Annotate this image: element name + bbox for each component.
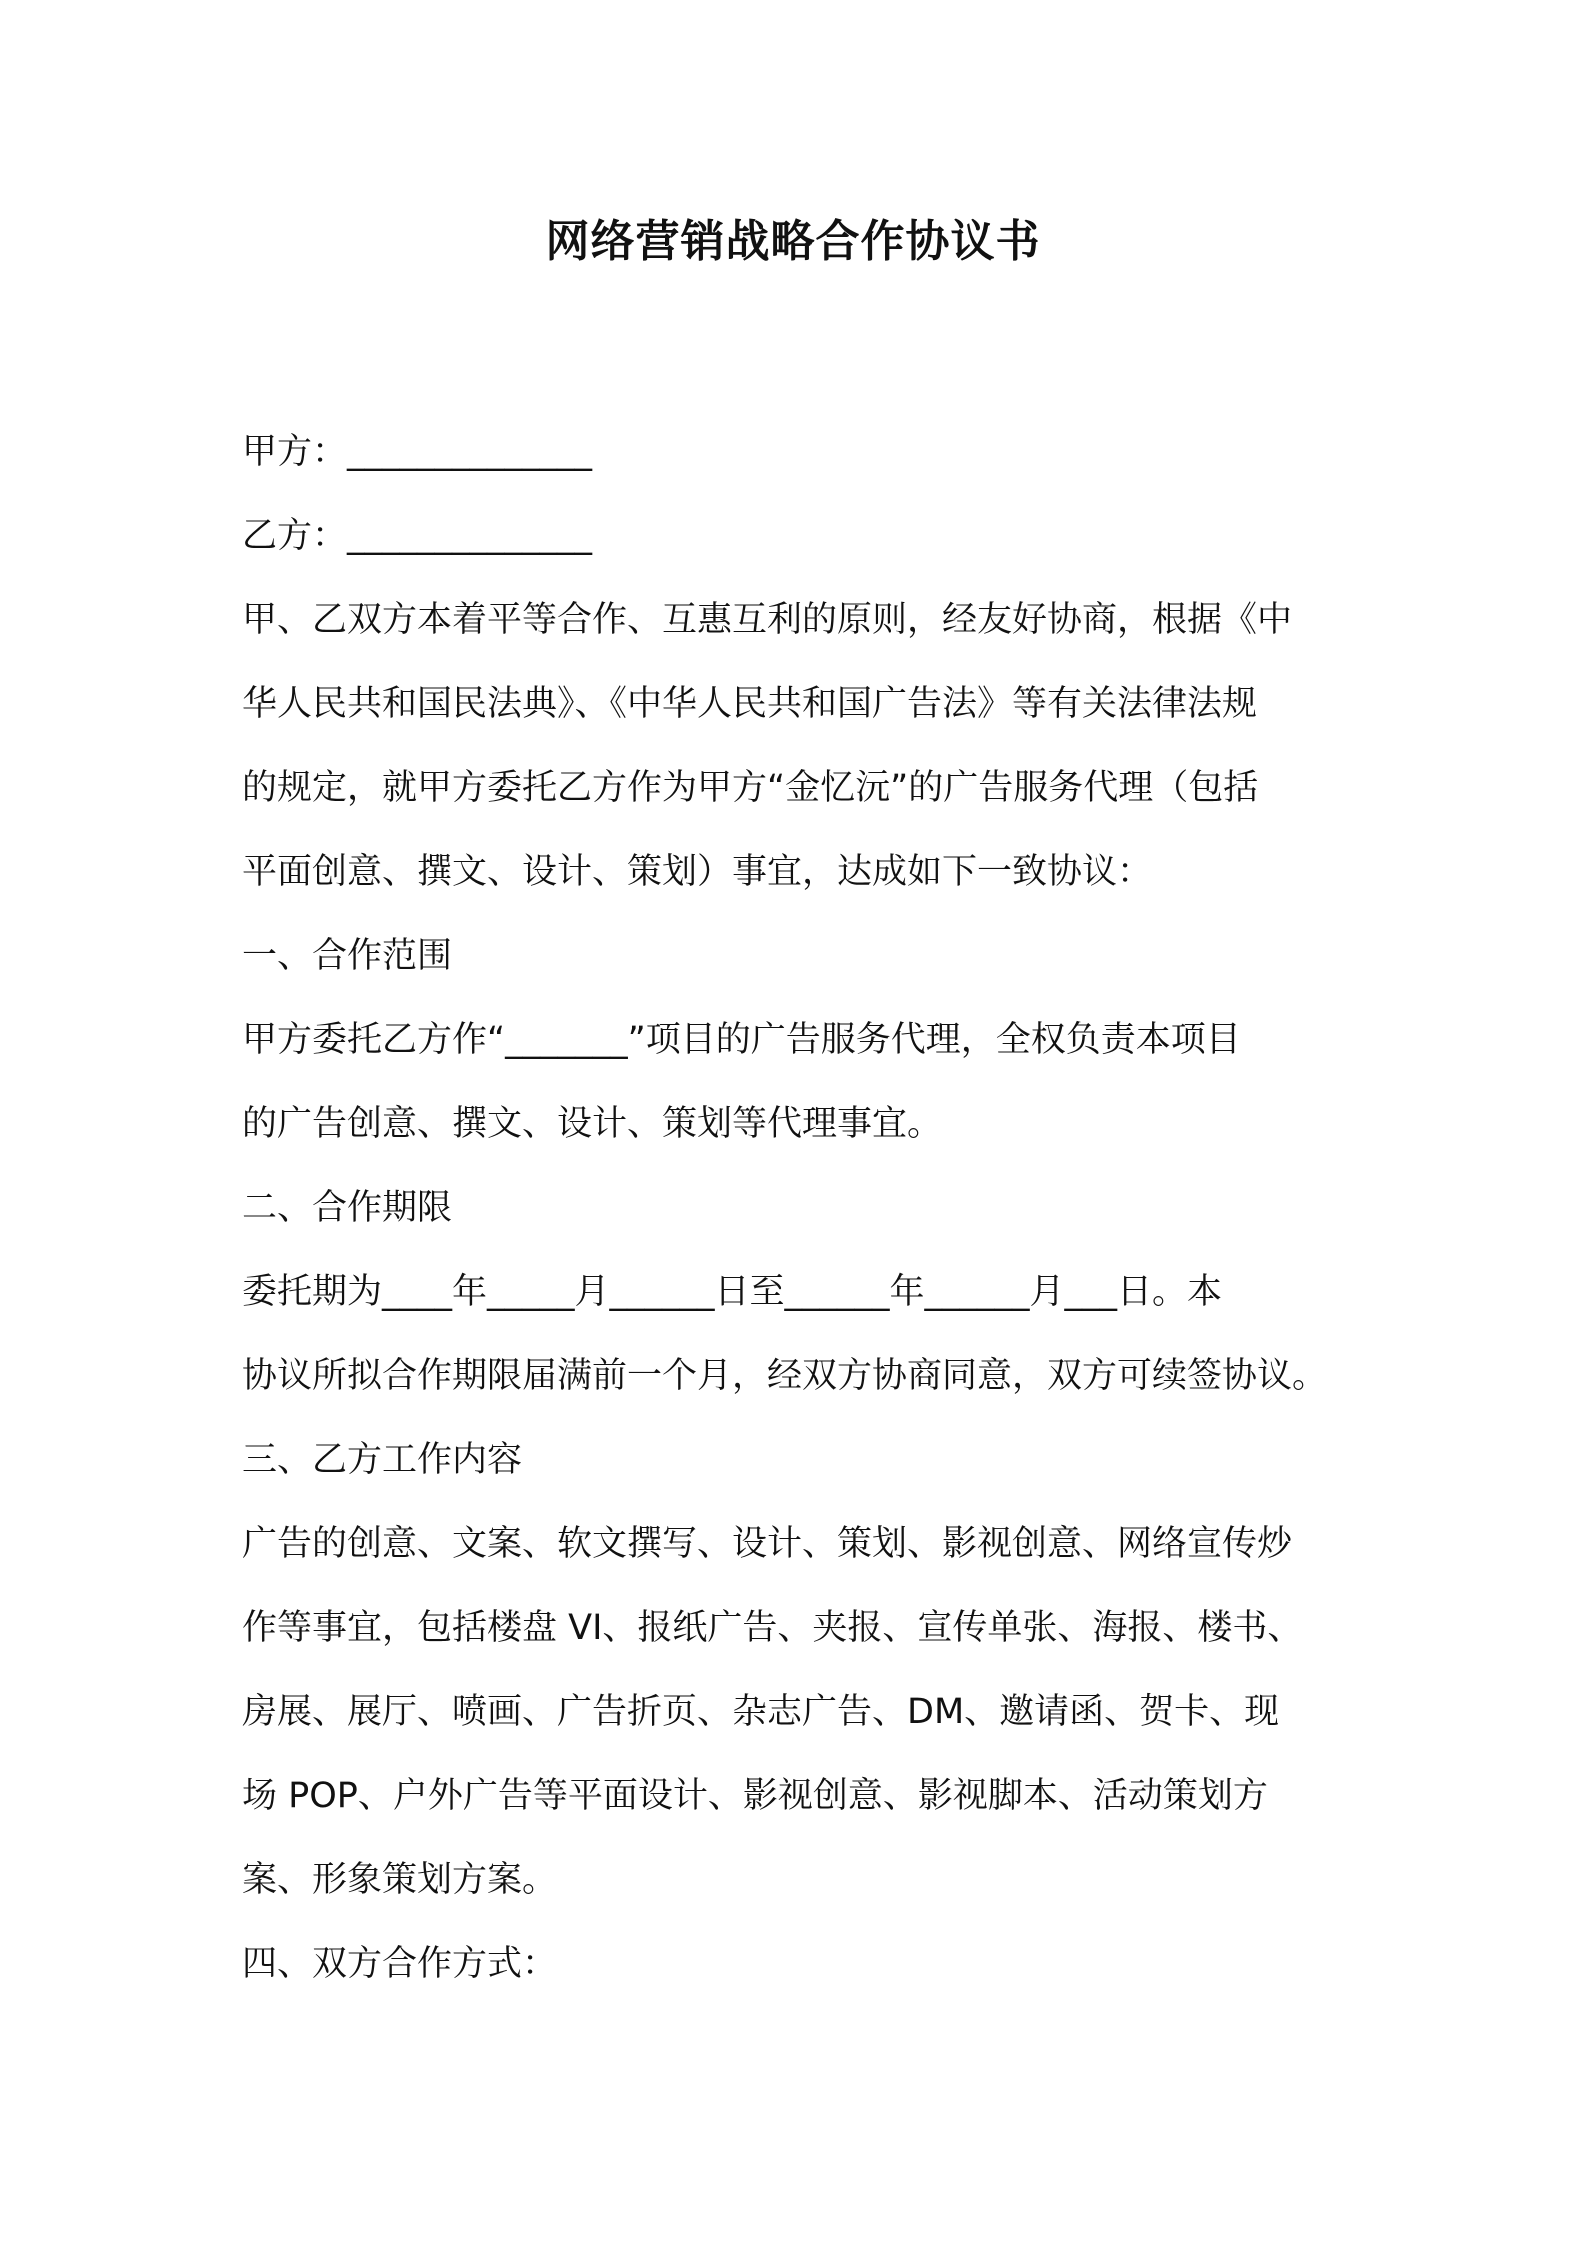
preamble-line-3: 的规定，就甲方委托乙方作为甲方“金忆沅”的广告服务代理（包括: [242, 768, 1259, 808]
party-b-line: 乙方：______________: [242, 516, 593, 556]
section-heading-cooperation: 四、双方合作方式：: [242, 1944, 558, 1984]
work-line-4: 场 POP、户外广告等平面设计、影视创意、影视脚本、活动策划方: [242, 1776, 1268, 1816]
scope-line-1: 甲方委托乙方作“_______”项目的广告服务代理，全权负责本项目: [242, 1020, 1241, 1060]
work-line-1: 广告的创意、文案、软文撰写、设计、策划、影视创意、网络宣传炒: [242, 1524, 1293, 1564]
work-line-5: 案、形象策划方案。: [242, 1860, 558, 1900]
term-line-1: 委托期为____年_____月______日至______年______月___日。本: [242, 1272, 1223, 1312]
section-heading-scope: 一、合作范围: [242, 936, 453, 976]
work-line-2: 作等事宜，包括楼盘 VI、报纸广告、夹报、宣传单张、海报、楼书、: [242, 1608, 1303, 1648]
preamble-line-4: 平面创意、撰文、设计、策划）事宜，达成如下一致协议：: [242, 852, 1153, 892]
preamble-line-2: 华人民共和国民法典》、《中华人民共和国广告法》等有关法律法规: [242, 684, 1258, 724]
preamble-line-1: 甲、乙双方本着平等合作、互惠互利的原则，经友好协商，根据《中: [242, 600, 1293, 640]
work-line-3: 房展、展厅、喷画、广告折页、杂志广告、DM、邀请函、贺卡、现: [242, 1692, 1280, 1732]
section-heading-term: 二、合作期限: [242, 1188, 453, 1228]
term-line-2: 协议所拟合作期限届满前一个月，经双方协商同意，双方可续签协议。: [242, 1356, 1328, 1396]
section-heading-work: 三、乙方工作内容: [242, 1440, 523, 1480]
document-title: 网络营销战略合作协议书: [545, 216, 1041, 267]
document-body: [242, 410, 1357, 2006]
party-a-line: 甲方：______________: [242, 432, 593, 472]
scope-line-2: 的广告创意、撰文、设计、策划等代理事宜。: [242, 1104, 943, 1144]
